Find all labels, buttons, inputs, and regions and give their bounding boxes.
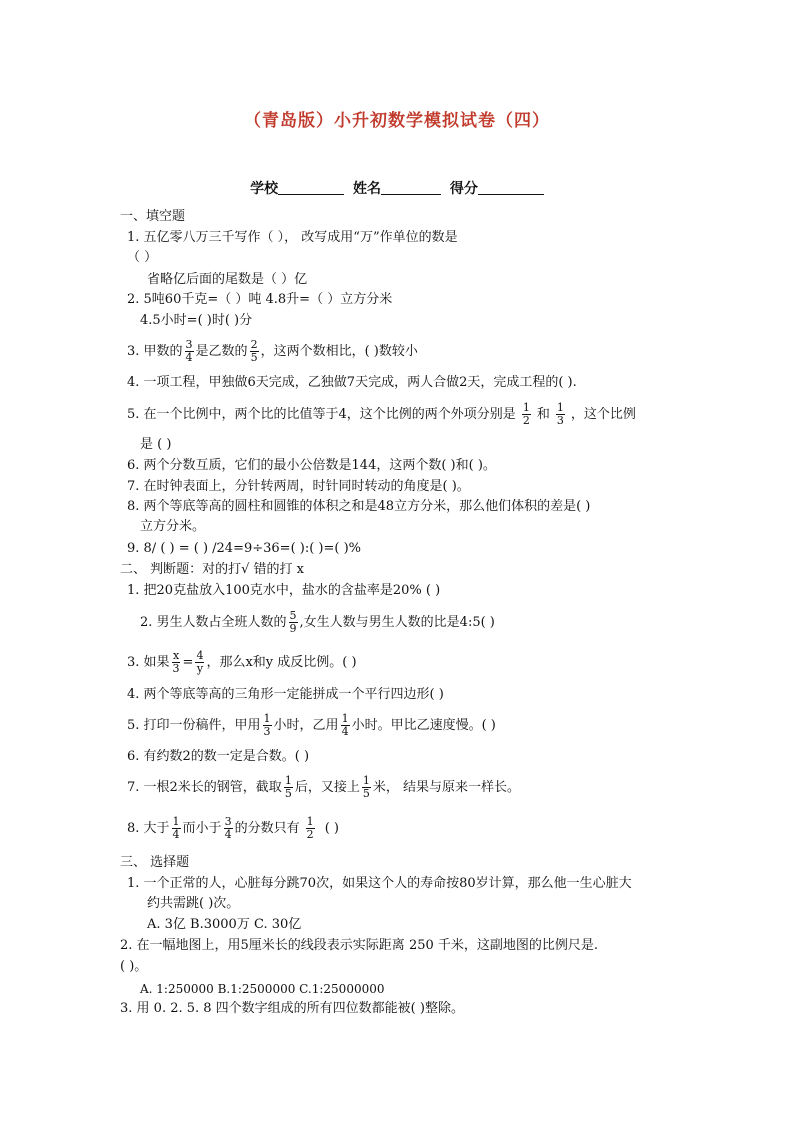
- s1-q5-text-a: 5. 在一个比例中，两个比的比值等于4，这个比例的两个外项分别是: [127, 407, 516, 422]
- fraction: [172, 816, 181, 841]
- s1-q4: 4. 一项工程，甲独做6天完成，乙独做7天完成，两人合做2天，完成工程的( ).: [127, 375, 577, 390]
- s2-q3: [127, 647, 357, 679]
- denominator: 5: [250, 351, 258, 364]
- denominator: 2: [522, 414, 530, 427]
- numerator: 5: [289, 609, 297, 622]
- numerator: 3: [185, 338, 193, 351]
- section-2-heading: 二、 判断题：对的打√ 错的打 x: [120, 562, 305, 577]
- s3-q1-options: A. 3亿 B.3000万 C. 30亿: [147, 917, 302, 932]
- s1-q5-line-b: 是 ( ): [140, 437, 172, 452]
- equals-sign: =: [182, 655, 194, 670]
- numerator: 1: [284, 774, 292, 787]
- s2-q7-text-c: 米， 结果与原来一样长。: [372, 780, 520, 795]
- s1-q8-line-b: 立方分米。: [140, 519, 206, 534]
- s1-q1-line-a: 1. 五亿零八万三千写作（ ）， 改写成用“万”作单位的数是: [127, 230, 458, 245]
- denominator: 5: [284, 787, 292, 800]
- s2-q2-text-b: ,女生人数与男生人数的比是4:5( ): [299, 615, 495, 630]
- denominator: 4: [172, 828, 180, 841]
- section-3-heading: 三、 选择题: [120, 855, 190, 870]
- s1-q9: 9. 8/ ( ) = ( ) /24=9÷36=( ):( )=( )%: [127, 541, 362, 556]
- fraction: [250, 339, 259, 364]
- denominator: 4: [224, 828, 232, 841]
- name-blank: [381, 180, 441, 195]
- s2-q1: 1. 把20克盐放入100克水中，盐水的含盐率是20% ( ): [127, 583, 441, 598]
- s2-q8-text-d: ( ): [320, 821, 339, 836]
- s2-q8-text-b: 而小于: [182, 821, 222, 836]
- fraction: [224, 816, 233, 841]
- denominator: 9: [289, 622, 297, 635]
- numerator: x: [172, 649, 180, 662]
- fraction: [341, 713, 350, 738]
- score-label: 得分: [449, 181, 478, 197]
- school-label: 学校: [250, 181, 279, 197]
- denominator: 4: [341, 725, 349, 738]
- s1-q3-text-c: ，这两个数相比，( )数较小: [260, 344, 418, 359]
- page-title: （青岛版）小升初数学模拟试卷（四）: [244, 111, 550, 131]
- s1-q5-text-c: ，这个比例: [570, 407, 636, 422]
- denominator: 2: [306, 828, 314, 841]
- fraction: [263, 713, 272, 738]
- numerator: 1: [306, 815, 314, 828]
- s2-q7: [127, 772, 520, 804]
- numerator: 2: [250, 338, 258, 351]
- fraction: [195, 650, 204, 675]
- s2-q3-text-b: ，那么x和y 成反比例。( ): [206, 655, 357, 670]
- s2-q8: [127, 813, 339, 845]
- s2-q7-text-a: 7. 一根2米长的钢管，截取: [127, 780, 282, 795]
- fraction: [185, 339, 194, 364]
- s2-q5-text-a: 5. 打印一份稿件，甲用: [127, 718, 261, 733]
- fraction: [556, 402, 565, 427]
- s1-q5: [127, 399, 636, 431]
- numerator: 3: [224, 815, 232, 828]
- s1-q1-line-c: 省略亿后面的尾数是（ ）亿: [147, 272, 308, 287]
- numerator: 1: [341, 712, 349, 725]
- numerator: 1: [362, 774, 370, 787]
- s1-q3: [127, 338, 418, 366]
- denominator: 3: [263, 725, 271, 738]
- fraction: [362, 775, 371, 800]
- s2-q2-text-a: 2. 男生人数占全班人数的: [140, 615, 287, 630]
- s3-q3: 3. 用 0. 2. 5. 8 四个数字组成的所有四位数都能被( )整除。: [120, 1001, 464, 1016]
- s1-q8-line-a: 8. 两个等底等高的圆柱和圆锥的体积之和是48立方分米，那么他们体积的差是( ): [127, 499, 591, 514]
- s1-q2-line-b: 4.5小时=( )时( )分: [140, 313, 253, 328]
- numerator: 4: [196, 649, 204, 662]
- fraction: [289, 610, 298, 635]
- student-info-line: [0, 178, 794, 198]
- s3-q2-options: A. 1:250000 B.1:2500000 C.1:25000000: [140, 982, 385, 996]
- s3-q1-line-b: 约共需跳( )次。: [147, 896, 240, 911]
- s1-q6: 6. 两个分数互质，它们的最小公倍数是144，这两个数( )和( )。: [127, 458, 496, 473]
- fraction: [306, 816, 315, 841]
- s2-q2: [140, 607, 495, 639]
- school-blank: [278, 180, 344, 195]
- denominator: 3: [556, 414, 564, 427]
- s2-q8-text-c: 的分数只有: [234, 821, 300, 836]
- numerator: 1: [172, 815, 180, 828]
- s2-q5: [127, 710, 496, 742]
- s2-q6: 6. 有约数2的数一定是合数。( ): [127, 749, 310, 764]
- s2-q3-text-a: 3. 如果: [127, 655, 170, 670]
- denominator: 5: [362, 787, 370, 800]
- fraction: [284, 775, 293, 800]
- s2-q5-text-c: 小时。甲比乙速度慢。( ): [351, 718, 496, 733]
- name-label: 姓名: [353, 181, 381, 197]
- section-1-heading: 一、填空题: [120, 209, 186, 224]
- fraction: [522, 402, 531, 427]
- score-blank: [478, 180, 544, 195]
- fraction: [172, 650, 181, 675]
- s2-q5-text-b: 小时，乙用: [273, 718, 339, 733]
- numerator: 1: [556, 401, 564, 414]
- s2-q7-text-b: 后，又接上: [294, 780, 360, 795]
- s1-q5-text-b: 和: [536, 407, 550, 422]
- numerator: 1: [263, 712, 271, 725]
- denominator: y: [196, 662, 204, 675]
- s3-q2-line-b: ( )。: [120, 959, 148, 974]
- s3-q1-line-a: 1. 一个正常的人，心脏每分跳70次，如果这个人的寿命按80岁计算，那么他一生心脏大: [127, 876, 632, 891]
- s1-q7: 7. 在时钟表面上，分针转两周，时针同时转动的角度是( )。: [127, 479, 470, 494]
- denominator: 3: [172, 662, 180, 675]
- s1-q2-line-a: 2. 5吨60千克=（ ）吨 4.8升=（ ）立方分米: [127, 292, 393, 307]
- s3-q2-line-a: 2. 在一幅地图上，用5厘米长的线段表示实际距离 250 千米，这副地图的比例尺是.: [120, 938, 599, 953]
- s2-q8-text-a: 8. 大于: [127, 821, 170, 836]
- numerator: 1: [522, 401, 530, 414]
- s1-q3-text-b: 是乙数的: [195, 344, 248, 359]
- denominator: 4: [185, 351, 193, 364]
- s1-q3-text-a: 3. 甲数的: [127, 344, 183, 359]
- s1-q1-line-b: （ ）: [127, 250, 158, 265]
- s2-q4: 4. 两个等底等高的三角形一定能拼成一个平行四边形( ): [127, 687, 444, 702]
